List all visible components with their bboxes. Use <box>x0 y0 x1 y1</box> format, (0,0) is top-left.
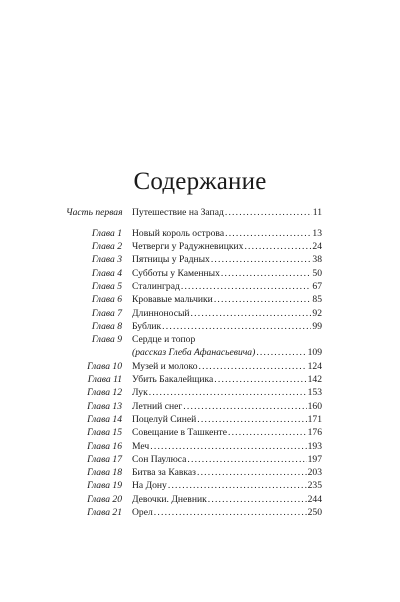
chapter-label: Глава 12 <box>87 387 122 399</box>
part-page-number: 11 <box>312 207 322 218</box>
chapter-entry <box>132 479 322 492</box>
dot-leader <box>191 307 312 320</box>
dot-leader <box>214 293 312 306</box>
dot-leader <box>154 506 307 519</box>
chapter-page-number: 197 <box>307 453 322 465</box>
toc-chapter-row <box>66 293 322 306</box>
chapter-title: Кровавые мальчики <box>132 294 213 306</box>
chapter-entry <box>132 453 322 466</box>
chapter-label: Глава 9 <box>91 334 122 346</box>
chapter-title: На Дону <box>132 480 167 492</box>
chapter-title: Пятницы у Радных <box>132 254 210 266</box>
chapter-label: Глава 2 <box>91 241 122 253</box>
chapter-label: Глава 6 <box>91 294 122 306</box>
table-of-contents <box>66 206 322 519</box>
toc-chapter-row <box>66 373 322 386</box>
chapter-page-number: 24 <box>312 241 322 253</box>
toc-chapter-row <box>66 440 322 453</box>
dot-leader <box>181 280 312 293</box>
chapter-title: Новый король острова <box>132 227 225 239</box>
toc-chapter-row <box>66 413 322 426</box>
chapter-subtitle: (рассказ Глеба Афанасьевича) <box>132 347 256 359</box>
chapter-entry <box>132 346 322 359</box>
chapter-page-number: 142 <box>307 374 322 386</box>
toc-chapter-row <box>66 506 322 519</box>
chapter-label: Глава 11 <box>87 374 122 386</box>
chapter-label: Глава 20 <box>87 493 122 505</box>
chapter-entry <box>132 240 322 253</box>
dot-leader <box>211 253 312 266</box>
toc-chapter-row <box>66 400 322 413</box>
chapter-title: Сталинград <box>132 280 180 292</box>
chapter-label: Глава 13 <box>87 400 122 412</box>
chapter-label: Глава 3 <box>91 254 122 266</box>
chapter-page-number: 109 <box>307 347 322 359</box>
chapter-label: Глава 4 <box>91 267 122 279</box>
chapter-title: Четверги у Радужневицких <box>132 241 244 253</box>
chapter-entry <box>132 253 322 266</box>
chapter-label: Глава 15 <box>87 427 122 439</box>
chapter-label: Глава 7 <box>91 307 122 319</box>
chapter-page-number: 67 <box>312 280 322 292</box>
chapter-label: Глава 18 <box>87 467 122 479</box>
chapter-label: Глава 17 <box>87 453 122 465</box>
toc-chapter-row <box>66 267 322 280</box>
chapter-title: Субботы у Каменных <box>132 267 220 279</box>
chapter-page-number: 171 <box>307 413 322 425</box>
part-label: Часть первая <box>66 207 123 218</box>
chapter-page-number: 235 <box>307 480 322 492</box>
chapter-entry <box>132 280 322 293</box>
dot-leader <box>214 373 306 386</box>
chapter-entry <box>132 307 322 320</box>
chapter-list <box>66 227 322 520</box>
chapter-label: Глава 8 <box>91 320 122 332</box>
chapter-page-number: 99 <box>312 320 322 332</box>
chapter-title: Бублик <box>132 320 162 332</box>
dot-leader <box>150 440 306 453</box>
toc-chapter-row <box>66 386 322 399</box>
chapter-page-number: 92 <box>312 307 322 319</box>
chapter-label: Глава 14 <box>87 413 122 425</box>
chapter-title: Лук <box>132 387 148 399</box>
chapter-title: Сердце и топор <box>132 334 196 346</box>
dot-leader <box>197 466 307 479</box>
toc-chapter-row <box>66 360 322 373</box>
chapter-page-number: 13 <box>312 227 322 239</box>
toc-chapter-row <box>66 320 322 333</box>
toc-chapter-row <box>66 253 322 266</box>
chapter-entry <box>132 293 322 306</box>
chapter-label: Глава 10 <box>87 360 122 372</box>
toc-part-row <box>66 206 322 219</box>
chapter-entry <box>132 440 322 453</box>
chapter-page-number: 124 <box>307 360 322 372</box>
chapter-page-number: 244 <box>307 493 322 505</box>
chapter-label: Глава 1 <box>91 227 122 239</box>
chapter-title: Сон Паулюса <box>132 453 187 465</box>
chapter-entry <box>132 267 322 280</box>
toc-chapter-row <box>66 333 322 346</box>
dot-leader <box>168 479 307 492</box>
dot-leader <box>256 346 306 359</box>
chapter-entry <box>132 426 322 439</box>
chapter-page-number: 160 <box>307 400 322 412</box>
chapter-entry <box>132 320 322 333</box>
chapter-entry <box>132 373 322 386</box>
chapter-title: Поцелуй Синей <box>132 413 197 425</box>
dot-leader <box>221 267 312 280</box>
dot-leader <box>183 400 306 413</box>
dot-leader <box>162 320 311 333</box>
chapter-title: Музей и молоко <box>132 360 198 372</box>
chapter-entry <box>132 360 322 373</box>
chapter-title: Битва за Кавказ <box>132 467 196 479</box>
chapter-entry <box>132 466 322 479</box>
chapter-page-number: 50 <box>312 267 322 279</box>
chapter-title: Летний снег <box>132 400 183 412</box>
toc-chapter-row <box>66 426 322 439</box>
dot-leader <box>149 386 307 399</box>
chapter-entry <box>132 386 322 399</box>
dot-leader <box>187 453 306 466</box>
chapter-entry <box>132 413 322 426</box>
toc-chapter-row <box>66 479 322 492</box>
toc-chapter-row <box>66 240 322 253</box>
toc-chapter-row <box>66 307 322 320</box>
chapter-label: Глава 5 <box>91 280 122 292</box>
toc-chapter-row <box>66 453 322 466</box>
chapter-label: Глава 16 <box>87 440 122 452</box>
chapter-page-number: 153 <box>307 387 322 399</box>
chapter-page-number: 203 <box>307 467 322 479</box>
part-title: Путешествие на Запад <box>132 207 224 218</box>
chapter-page-number: 250 <box>307 507 322 519</box>
dot-leader <box>228 426 307 439</box>
dot-leader <box>225 206 312 219</box>
dot-leader <box>199 360 307 373</box>
dot-leader <box>225 227 311 240</box>
chapter-page-number: 85 <box>312 294 322 306</box>
chapter-entry <box>132 227 322 240</box>
chapter-title: Орел <box>132 507 153 519</box>
chapter-entry <box>132 493 322 506</box>
toc-chapter-row-continued <box>66 346 322 359</box>
toc-chapter-row <box>66 493 322 506</box>
dot-leader <box>208 493 307 506</box>
toc-chapter-row <box>66 466 322 479</box>
dot-leader <box>244 240 311 253</box>
chapter-title: Девочки. Дневник <box>132 493 207 505</box>
chapter-entry <box>132 506 322 519</box>
chapter-label: Глава 19 <box>87 480 122 492</box>
part-entry <box>132 206 322 219</box>
dot-leader <box>197 413 306 426</box>
chapter-title: Длинноносый <box>132 307 190 319</box>
page-title: Содержание <box>133 168 267 195</box>
toc-chapter-row <box>66 227 322 240</box>
chapter-title: Меч <box>132 440 150 452</box>
chapter-title: Убить Бакалейщика <box>132 374 214 386</box>
chapter-entry <box>132 400 322 413</box>
chapter-page-number: 38 <box>312 254 322 266</box>
chapter-page-number: 193 <box>307 440 322 452</box>
toc-chapter-row <box>66 280 322 293</box>
chapter-title: Совещание в Ташкенте <box>132 427 227 439</box>
chapter-label: Глава 21 <box>87 507 122 519</box>
chapter-page-number: 176 <box>307 427 322 439</box>
